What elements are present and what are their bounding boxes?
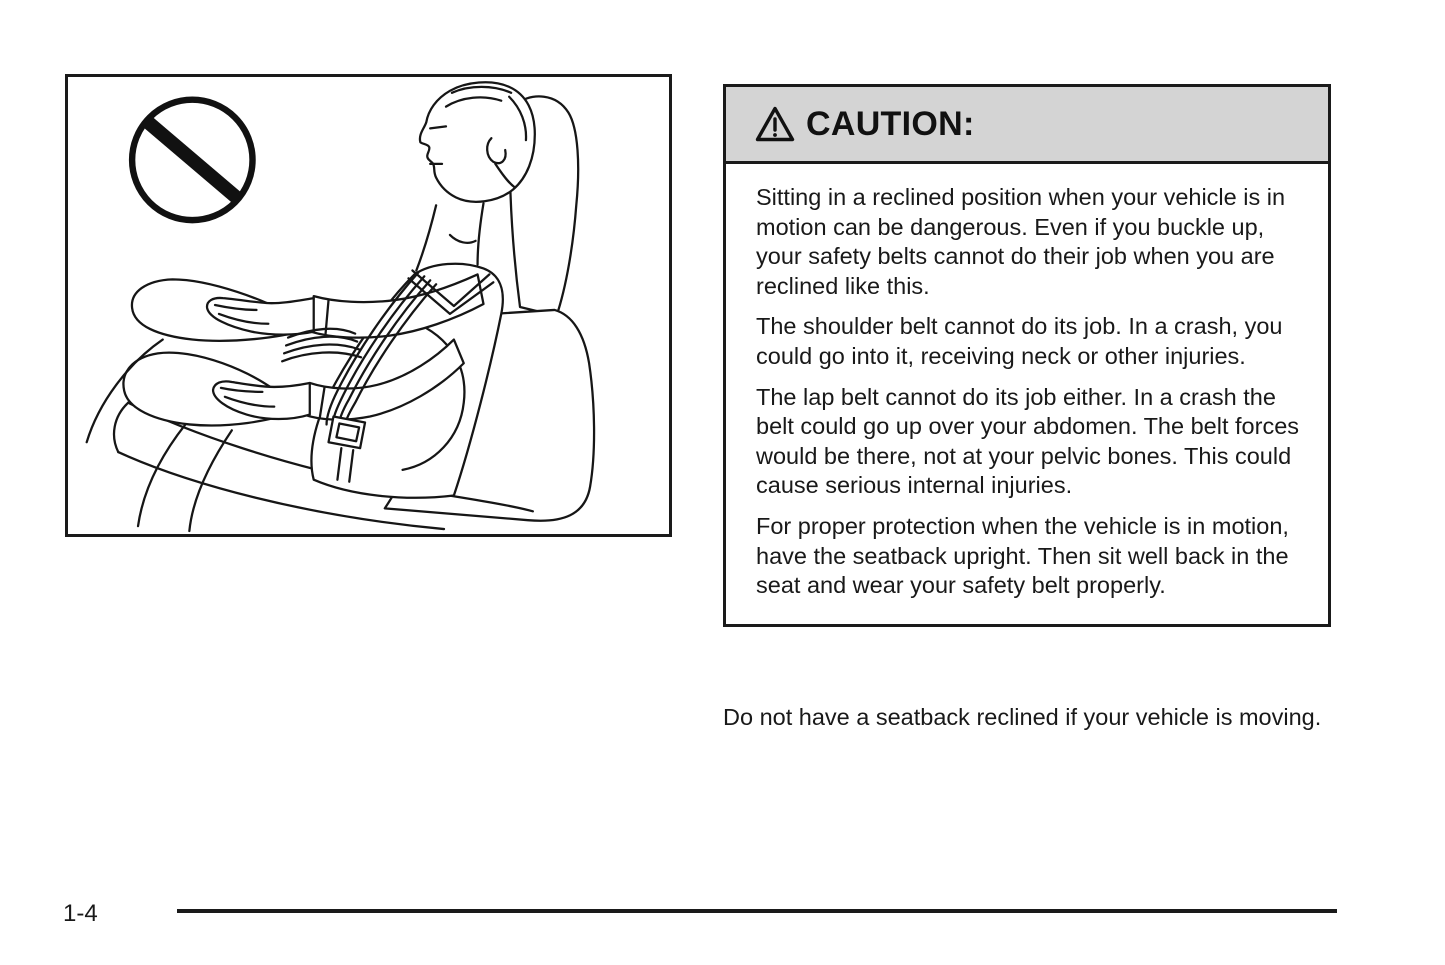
caution-paragraph-3: The lap belt cannot do its job either. In a crash the belt could go up over your abdomen. The belt forces would be there, not at your pelvic bones. This could cause serious internal injuries.: [756, 383, 1300, 499]
reclined-seat-illustration: [65, 74, 672, 537]
caution-paragraph-1: Sitting in a reclined position when your vehicle is in motion can be dangerous. Even if you buckle up, your safety belts cannot do their job when you are reclined like this.: [756, 184, 1286, 299]
caution-title: CAUTION:: [806, 104, 975, 143]
caution-body: [726, 164, 1328, 624]
body-text: Do not have a seatback reclined if your vehicle is moving.: [723, 704, 1322, 730]
caution-box: [723, 84, 1331, 627]
caution-paragraph-4: For proper protection when the vehicle is in motion, have the seatback upright. Then sit well back in the seat and wear your safety belt properly.: [756, 512, 1289, 599]
caution-paragraph-2: The shoulder belt cannot do its job. In a crash, you could go into it, receiving neck or other injuries.: [756, 313, 1283, 369]
footer-rule: [177, 909, 1337, 913]
reclined-seat-drawing: [68, 77, 669, 534]
prohibition-icon: [132, 100, 252, 220]
page-number: 1-4: [63, 900, 98, 927]
caution-header: [726, 87, 1328, 164]
warning-triangle-icon: [755, 105, 795, 143]
